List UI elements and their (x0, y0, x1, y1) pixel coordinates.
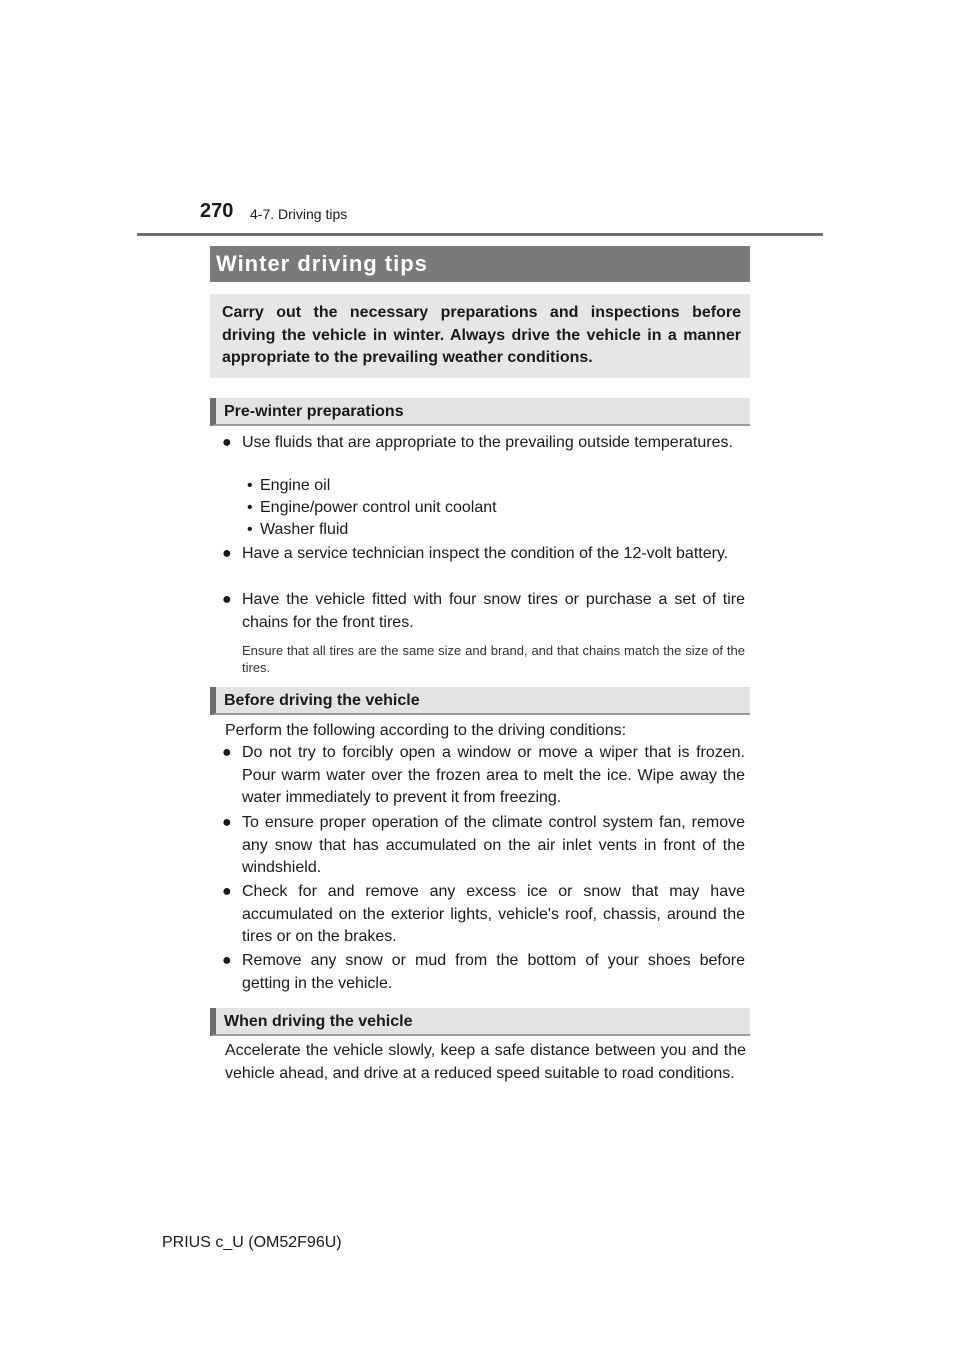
sub-bullet-icon: • (247, 477, 253, 494)
list-item: Remove any snow or mud from the bottom of your shoes before getting in the vehicle. (242, 952, 745, 992)
bullet-icon: ● (222, 814, 232, 831)
page-title-bar (210, 246, 750, 282)
list-item: Do not try to forcibly open a window or move a wiper that is frozen. Pour warm water over the frozen area to melt the ice. Wipe away the water immediately to prevent it from freezing. (242, 744, 745, 806)
list-item: To ensure proper operation of the climate control system fan, remove any snow that has accumulated on the air inlet vents in front of the windshield. (242, 814, 745, 876)
section-heading-before-driving (210, 687, 750, 715)
bullet-icon: ● (222, 591, 232, 608)
section-heading-label: Before driving the vehicle (224, 692, 420, 709)
page-title: Winter driving tips (216, 251, 428, 276)
sub-list-item: Washer fluid (260, 521, 349, 538)
footer-model-code: PRIUS c_U (OM52F96U) (162, 1234, 342, 1251)
header-divider (137, 233, 823, 236)
intro-text: Carry out the necessary preparations and inspections before driving the vehicle in winter. Always drive the vehicle in a manner appropriate to the prevailing weather conditions. (222, 304, 741, 366)
bullet-icon: ● (222, 952, 232, 969)
lead-text: Perform the following according to the driving conditions: (225, 722, 627, 739)
bullet-icon: ● (222, 434, 232, 451)
bullet-icon: ● (222, 883, 232, 900)
section-reference: 4-7. Driving tips (250, 206, 348, 222)
page-number: 270 (200, 200, 234, 222)
section-heading-when-driving (210, 1008, 750, 1036)
driving-advice-text: Accelerate the vehicle slowly, keep a safe distance between you and the vehicle ahead, and drive at a reduced speed suitable to road conditions. (225, 1042, 746, 1082)
section-heading-pre-winter (210, 398, 750, 426)
section-heading-label: When driving the vehicle (224, 1013, 413, 1030)
intro-box (210, 294, 750, 378)
section-heading-label: Pre-winter preparations (224, 403, 404, 420)
list-item: Have the vehicle fitted with four snow tires or purchase a set of tire chains for the front tires. (242, 591, 745, 631)
sub-bullet-icon: • (247, 521, 253, 538)
list-item: Check for and remove any excess ice or snow that may have accumulated on the exterior lights, vehicle's roof, chassis, around the tires or on the brakes. (242, 883, 745, 945)
sub-list-item: Engine oil (260, 477, 331, 494)
sub-bullet-icon: • (247, 499, 253, 516)
bullet-icon: ● (222, 545, 232, 562)
bullet-icon: ● (222, 744, 232, 761)
tire-note: Ensure that all tires are the same size and brand, and that chains match the size of the tires. (242, 643, 745, 675)
sub-list-item: Engine/power control unit coolant (260, 499, 497, 516)
list-item: Use fluids that are appropriate to the prevailing outside temperatures. (242, 434, 733, 451)
list-item: Have a service technician inspect the condition of the 12-volt battery. (242, 545, 729, 562)
